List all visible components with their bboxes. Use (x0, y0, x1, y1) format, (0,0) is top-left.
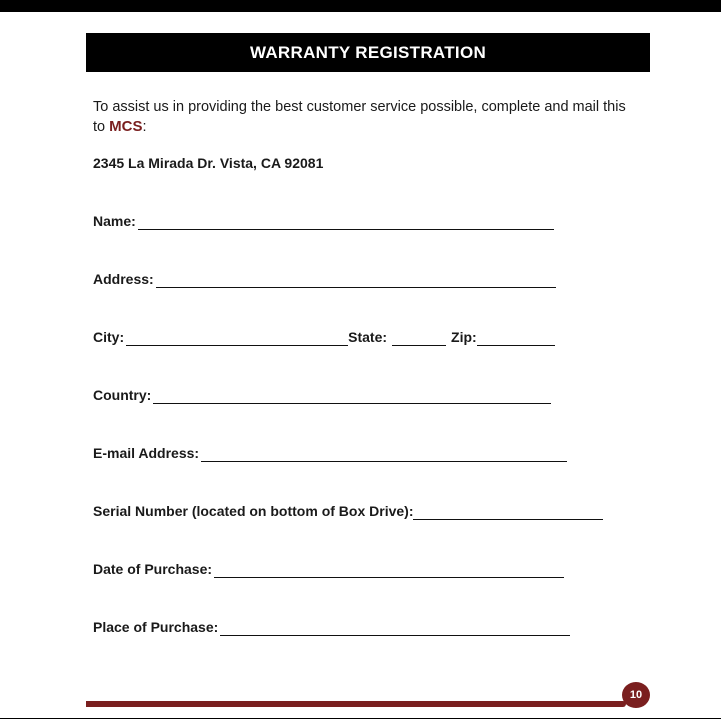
email-input-line[interactable] (201, 445, 567, 462)
intro-text: To assist us in providing the best customer service possible, complete and mail this to (93, 99, 626, 135)
zip-label: Zip: (451, 329, 477, 345)
name-input-line[interactable] (138, 213, 554, 230)
place-of-purchase-row (93, 616, 570, 636)
address-label: Address: (93, 271, 154, 287)
serial-label: Serial Number (located on bottom of Box Drive): (93, 503, 414, 519)
country-input-line[interactable] (153, 387, 551, 404)
place-of-purchase-input-line[interactable] (220, 619, 570, 636)
name-label: Name: (93, 213, 136, 229)
email-label: E-mail Address: (93, 445, 200, 461)
brand-name: MCS (109, 118, 143, 135)
date-of-purchase-label: Date of Purchase: (93, 561, 213, 577)
state-input-line[interactable] (392, 329, 446, 346)
date-of-purchase-input-line[interactable] (214, 561, 564, 578)
address-input-line[interactable] (156, 271, 556, 288)
zip-input-line[interactable] (477, 329, 555, 346)
address-field-row (93, 268, 556, 288)
page-title: WARRANTY REGISTRATION (86, 33, 650, 72)
bottom-border (0, 718, 721, 719)
top-border (0, 0, 721, 12)
intro-suffix: : (142, 119, 147, 135)
serial-field-row (93, 500, 603, 520)
place-of-purchase-label: Place of Purchase: (93, 619, 219, 635)
intro-paragraph (93, 97, 633, 137)
city-state-zip-row (93, 326, 555, 346)
mailing-address: 2345 La Mirada Dr. Vista, CA 92081 (93, 155, 324, 171)
name-field-row (93, 210, 554, 230)
serial-input-line[interactable] (413, 503, 603, 520)
city-input-line[interactable] (126, 329, 348, 346)
page-number-badge: 10 (622, 682, 650, 708)
email-field-row (93, 442, 567, 462)
date-of-purchase-row (93, 558, 564, 578)
country-label: Country: (93, 387, 152, 403)
city-label: City: (93, 329, 125, 345)
country-field-row (93, 384, 551, 404)
footer-rule (86, 701, 626, 707)
state-label: State: (348, 329, 388, 345)
